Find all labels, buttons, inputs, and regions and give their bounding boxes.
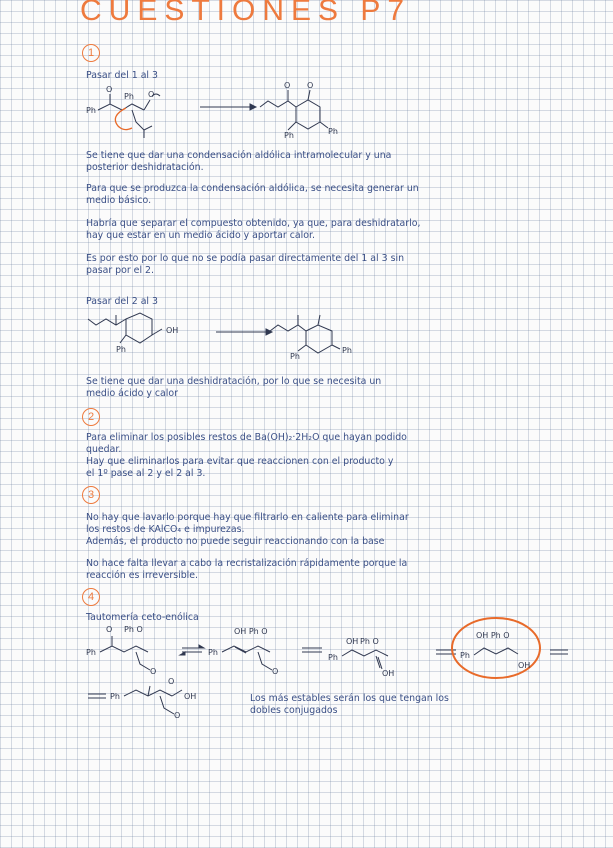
- chem-label-o: O: [106, 85, 113, 94]
- chem-label-o-5: O: [106, 625, 113, 634]
- chem-label-o-9: O: [174, 711, 181, 720]
- q3-p1-line1: No hay que lavarlo porque hay que filtrarlo en caliente para eliminar: [86, 512, 409, 523]
- q1-p2-line2: medio básico.: [86, 195, 152, 206]
- q1-p3-line2: hay que estar en un medio ácido y aportar calor.: [86, 230, 315, 241]
- q2-p2-line1: Hay que eliminarlos para evitar que reaccionen con el producto y: [86, 456, 394, 467]
- chem-label-o-8: O: [168, 677, 175, 686]
- chem-label-o-7: O: [272, 667, 279, 676]
- chem-label-o-4: O: [307, 81, 314, 90]
- q1-p4-line2: pasar por el 2.: [86, 265, 154, 276]
- q1-p1-line1: Se tiene que dar una condensación aldólica intramolecular y una: [86, 150, 392, 161]
- chem-label-oh-4: OH: [518, 661, 531, 670]
- chem-label-ph-8: Ph: [86, 648, 96, 657]
- chem-label-ph-6: Ph: [342, 346, 352, 355]
- q3-p2: Además, el producto no puede seguir reaccionando con la base: [86, 536, 385, 547]
- q1-p1-line2: posterior deshidratación.: [86, 162, 204, 173]
- chem-label-ph-o-2: Ph O: [360, 637, 379, 646]
- chem-label-oh-ph-o-2: OH Ph O: [476, 631, 510, 640]
- q1-p3-line1: Habría que separar el compuesto obtenido, ya que, para deshidratarlo,: [86, 218, 421, 229]
- q4-conclusion-line1: Los más estables serán los que tengan los: [250, 693, 449, 704]
- chem-label-ph-10: Ph: [328, 653, 338, 662]
- chem-label-o-6: O: [150, 667, 157, 676]
- q1-p2-line1: Para que se produzca la condensación aldólica, se necesita generar un: [86, 183, 419, 194]
- section-number-4: 4: [82, 588, 100, 606]
- chem-label-ph: Ph: [86, 106, 96, 115]
- chem-label-ph-3: Ph: [328, 127, 338, 136]
- q1-heading-a: Pasar del 1 al 3: [86, 70, 158, 81]
- chem-label-oh-5: OH: [184, 692, 197, 701]
- chem-label-ph-7: Ph: [290, 352, 300, 361]
- q3-p1-line2: los restos de KAlCO₄ e impurezas.: [86, 524, 245, 535]
- reaction-1-to-3-diagram: [82, 82, 542, 147]
- q1-p5-line2: medio ácido y calor: [86, 388, 178, 399]
- chem-label-ph-5: Ph: [116, 345, 126, 354]
- q4-conclusion-line2: dobles conjugados: [250, 705, 338, 716]
- chem-label-ph-o: Ph O: [124, 625, 143, 634]
- q1-p5-line1: Se tiene que dar una deshidratación, por lo que se necesita un: [86, 376, 382, 387]
- chem-label-ph-9: Ph: [208, 648, 218, 657]
- chem-label-oh-3: OH: [382, 669, 395, 678]
- chem-label-oh-ph-o: OH Ph O: [234, 627, 268, 636]
- q3-p3-line1: No hace falta llevar a cabo la recristalización rápidamente porque la: [86, 558, 408, 569]
- q2-p1-line1: Para eliminar los posibles restos de Ba(OH)₂·2H₂O que hayan podido: [86, 432, 407, 443]
- chem-label-o-2: O: [148, 90, 155, 99]
- chem-label-ph-11: Ph: [460, 651, 470, 660]
- chem-label-oh-2: OH: [346, 637, 359, 646]
- chem-label-ph-12: Ph: [110, 692, 120, 701]
- chem-label-oh: OH: [166, 326, 179, 335]
- q3-p3-line2: reacción es irreversible.: [86, 570, 199, 581]
- page-title: CUESTIONES P7: [80, 0, 412, 27]
- section-number-2: 2: [82, 408, 100, 426]
- q1-p4-line1: Es por esto por lo que no se podía pasar directamente del 1 al 3 sin: [86, 253, 405, 264]
- q4-heading: Tautomería ceto-enólica: [86, 612, 199, 623]
- reaction-2-to-3-diagram: [86, 305, 486, 360]
- q2-p2-line2: el 1º pase al 2 y el 2 al 3.: [86, 468, 206, 479]
- chem-label-o-3: O: [284, 81, 291, 90]
- section-number-3: 3: [82, 486, 100, 504]
- section-number-1: 1: [82, 44, 100, 62]
- q2-p1-line2: quedar.: [86, 444, 122, 455]
- chem-label-ph-2: Ph: [124, 92, 134, 101]
- chem-label-ph-4: Ph: [284, 131, 294, 140]
- q1-heading-b: Pasar del 2 al 3: [86, 296, 158, 307]
